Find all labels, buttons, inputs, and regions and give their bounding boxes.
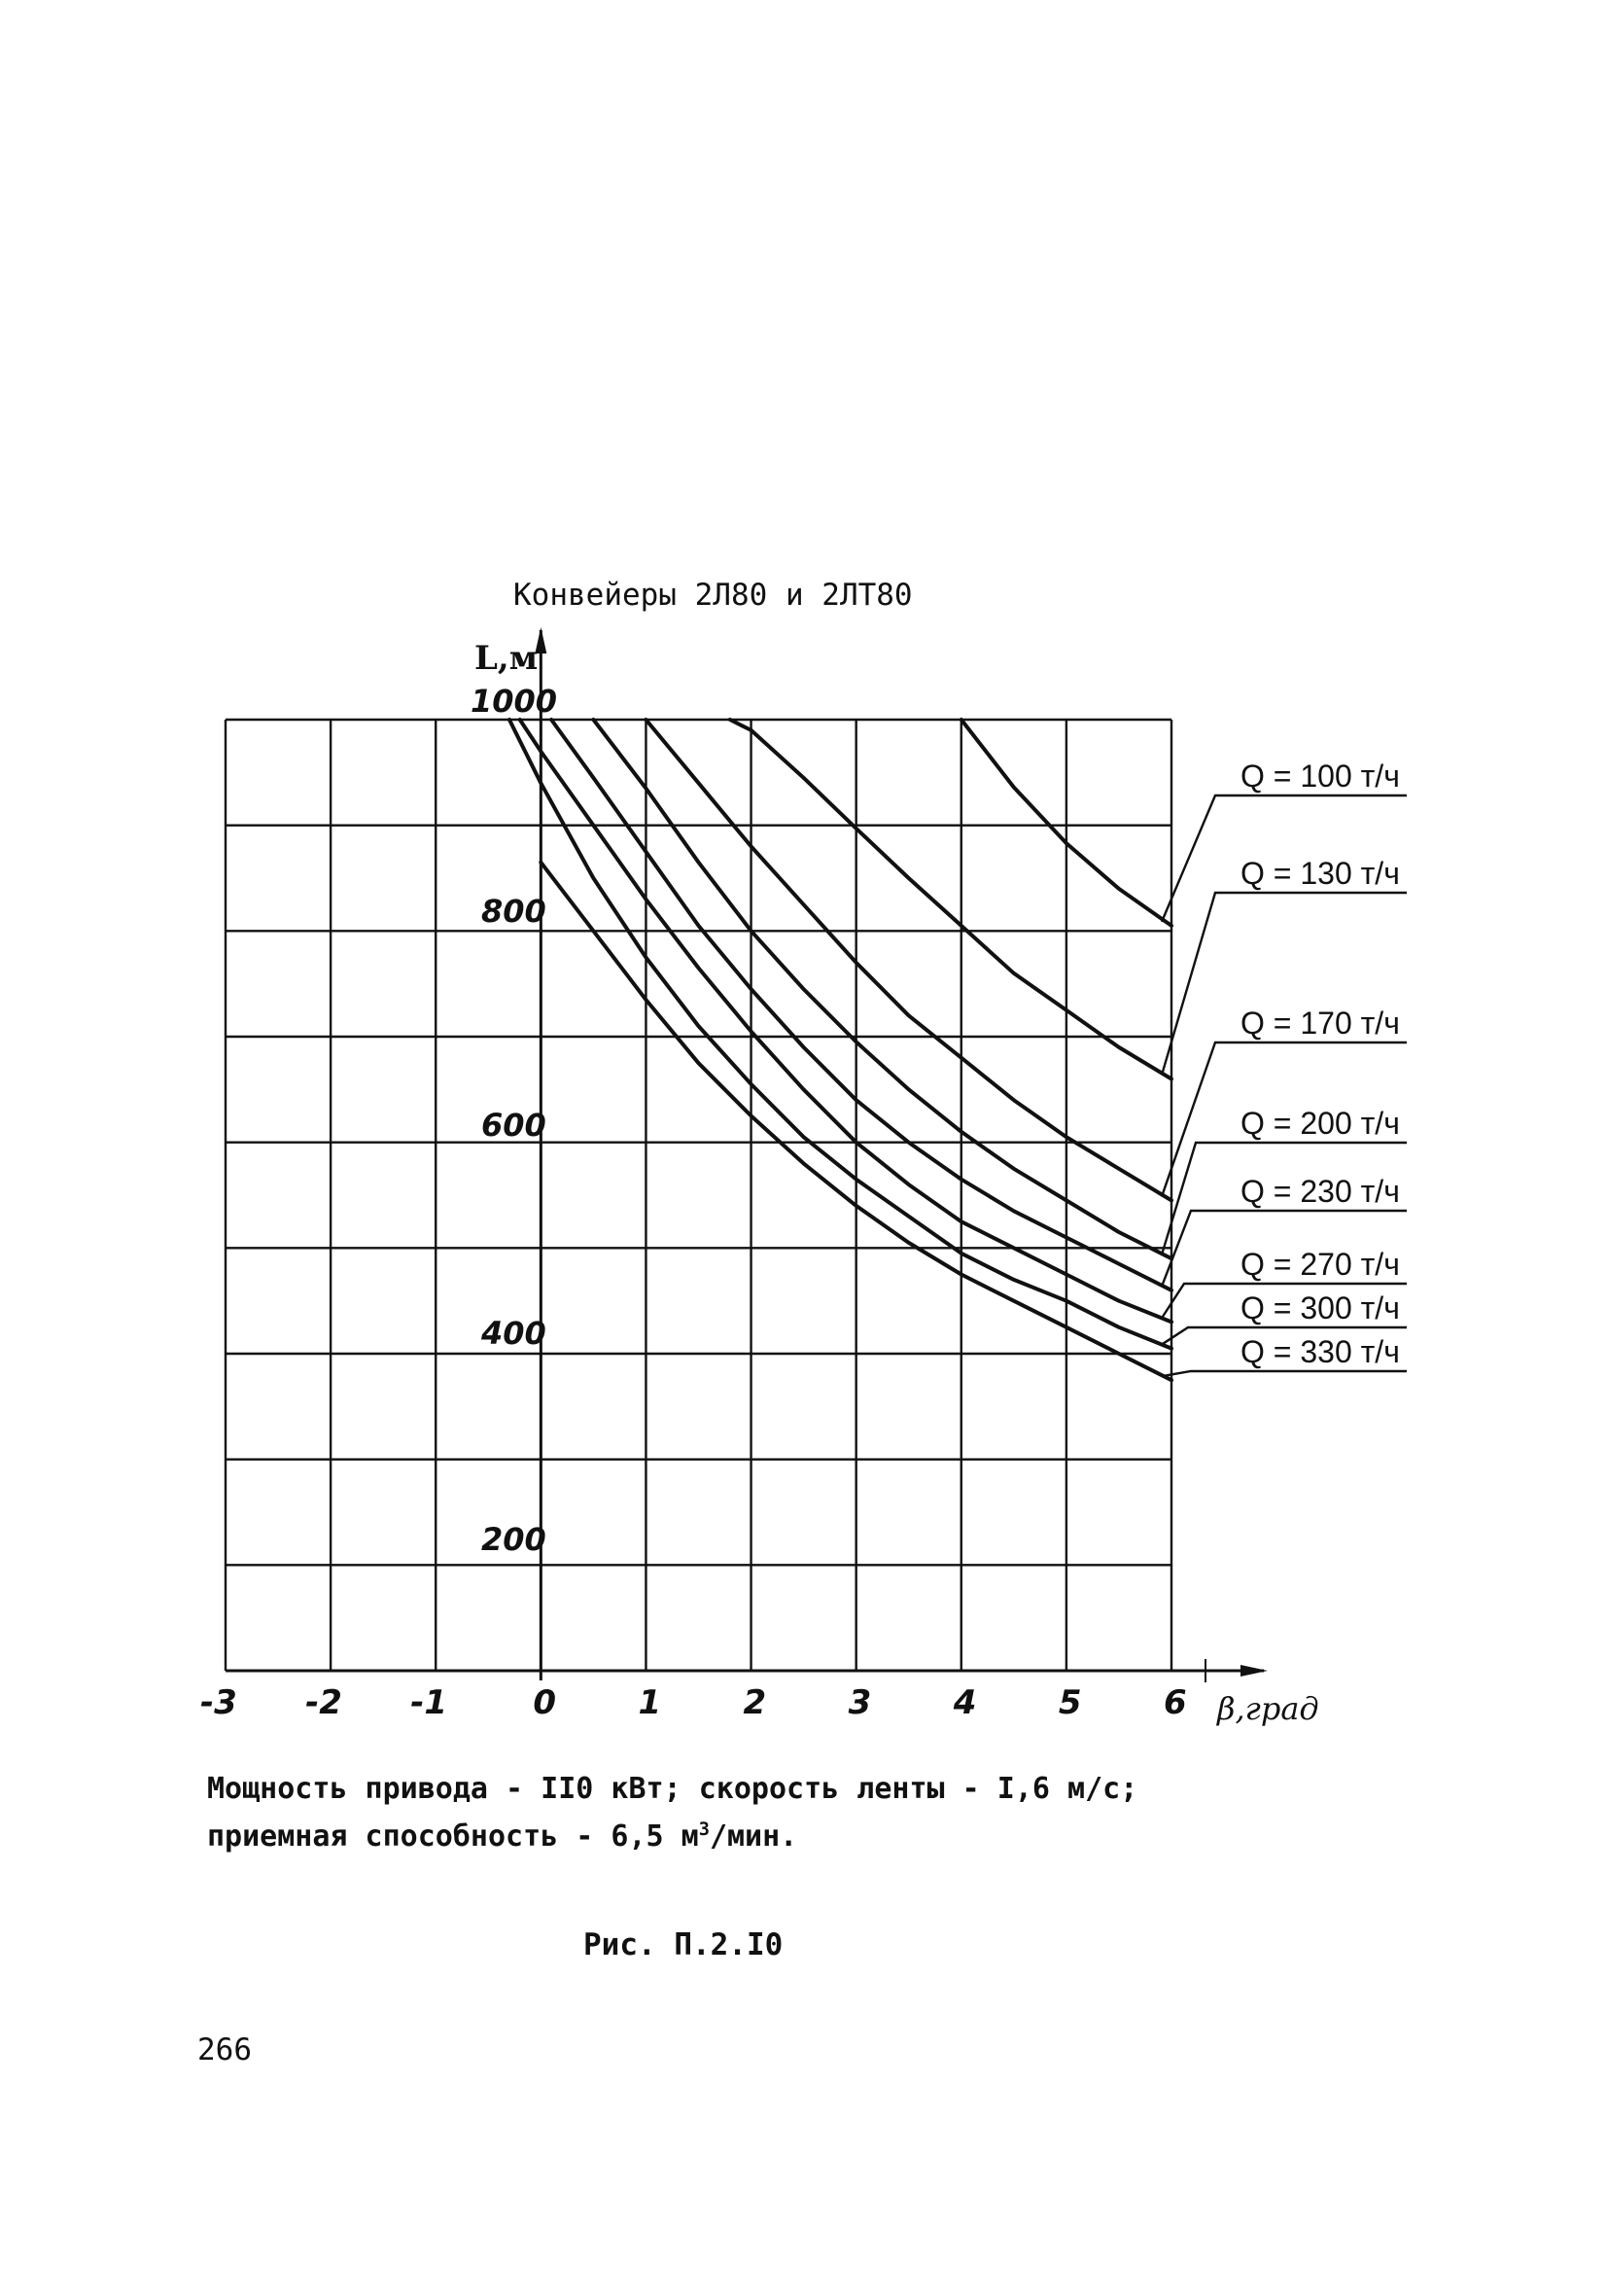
page-number: 266 (197, 2032, 252, 2067)
x-tick-label: -2 (305, 1683, 342, 1722)
legend-label: Q = 300 т/ч (1240, 1290, 1400, 1325)
y-tick-label: 200 (481, 1521, 546, 1558)
series-line-5 (551, 720, 1171, 1290)
x-tick-label: 1 (638, 1683, 662, 1722)
legend-label: Q = 170 т/ч (1240, 1006, 1400, 1041)
caption-line-2-unit: /мин. (709, 1819, 798, 1854)
caption-line-2-text: приемная способность - 6,5 м (207, 1819, 699, 1854)
x-tick-label: 3 (848, 1683, 872, 1722)
legend-label: Q = 230 т/ч (1240, 1174, 1400, 1209)
x-axis-label: β,град (1217, 1690, 1319, 1727)
x-tick-label: 5 (1058, 1683, 1082, 1722)
legend-label: Q = 270 т/ч (1240, 1247, 1400, 1282)
x-tick-label: -1 (410, 1683, 448, 1722)
y-tick-label: 400 (481, 1315, 546, 1352)
figure-label: Рис. П.2.I0 (583, 1927, 784, 1962)
y-tick-label: 800 (481, 893, 546, 930)
y-tick-label: 600 (481, 1107, 546, 1144)
axes (226, 627, 1268, 1682)
x-tick-label: 6 (1164, 1683, 1187, 1722)
x-tick-label: 4 (953, 1683, 977, 1722)
series-lines (509, 720, 1171, 1380)
x-axis-arrow (1240, 1665, 1268, 1677)
x-tick-label: 0 (533, 1683, 557, 1722)
legend-label: Q = 330 т/ч (1240, 1334, 1400, 1369)
legend-leader-line (1162, 1371, 1407, 1376)
legend-label: Q = 130 т/ч (1240, 856, 1400, 891)
chart-title: Конвейеры 2Л80 и 2ЛТ80 (513, 578, 913, 613)
x-tick-label: 2 (743, 1683, 767, 1722)
y-tick-label: 1000 (471, 683, 558, 720)
legend-label: Q = 200 т/ч (1240, 1106, 1400, 1141)
caption-line-1: Мощность привода - II0 кВт; скорость ленты - I,6 м/с; (207, 1772, 1138, 1806)
x-tick-label: -3 (200, 1683, 237, 1722)
legend-leader-line (1162, 893, 1407, 1075)
y-axis-label: L,м (474, 639, 539, 678)
caption-line-2-superscript: 3 (698, 1819, 710, 1840)
caption-line-2 (207, 1819, 797, 1854)
legend-label: Q = 100 т/ч (1240, 759, 1400, 794)
legend (1162, 759, 1407, 1376)
